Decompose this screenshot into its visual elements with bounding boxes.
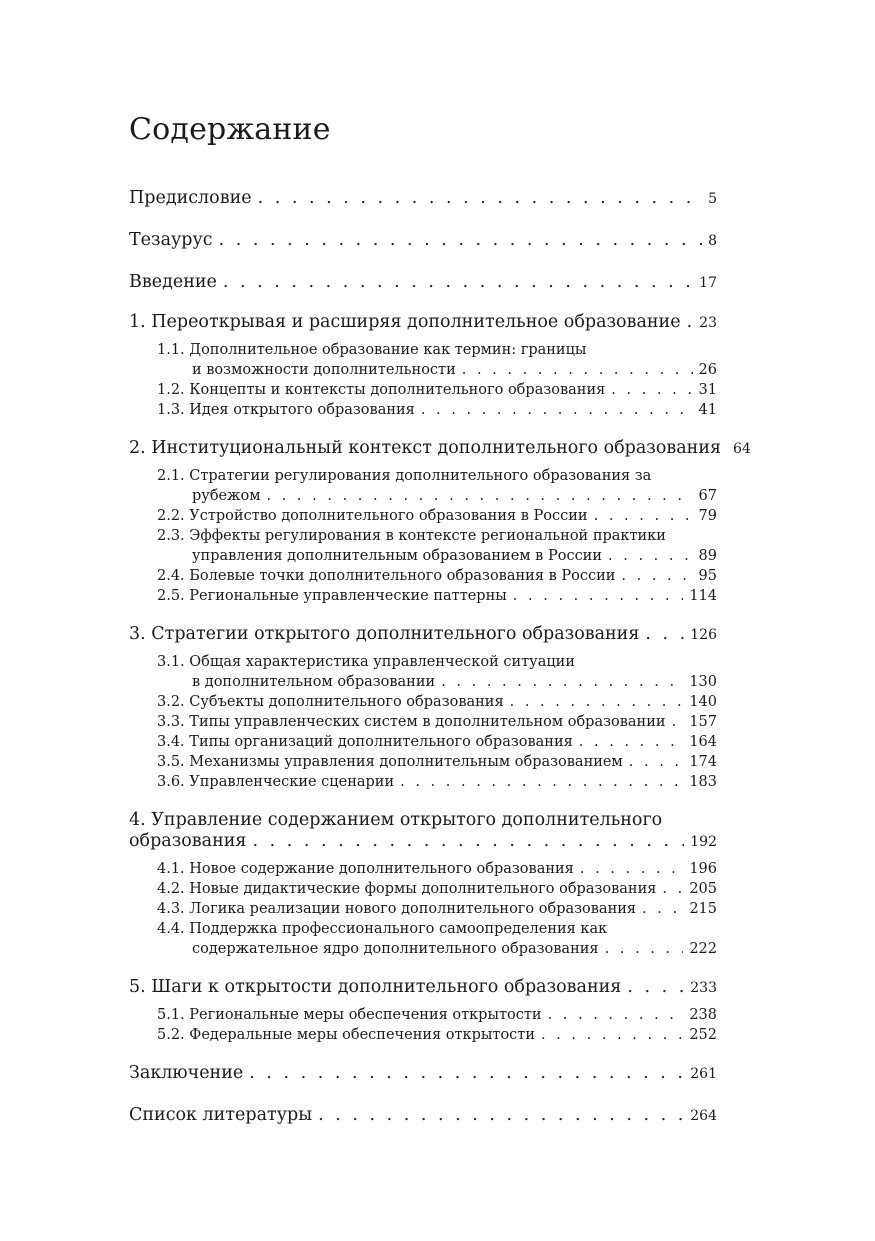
toc-leader-dots xyxy=(662,879,683,899)
toc-entry-title: 4.2. Новые дидактические формы дополнительного образования xyxy=(157,881,657,897)
toc-page-number: 205 xyxy=(689,881,717,897)
toc-page-number: 157 xyxy=(689,714,717,730)
toc-page-number: 174 xyxy=(689,754,717,770)
toc-subentry[interactable] xyxy=(157,400,717,420)
toc-leader-dots xyxy=(621,566,692,586)
toc-entry-title: содержательное ядро дополнительного образования xyxy=(192,941,599,957)
toc-subentry[interactable] xyxy=(157,506,717,526)
toc-page-number: 264 xyxy=(690,1108,717,1124)
toc-subentry[interactable] xyxy=(157,692,717,712)
toc-page-number: 126 xyxy=(690,627,717,643)
toc-entry-title: управления дополнительным образованием в России xyxy=(192,548,603,564)
toc-section xyxy=(129,312,717,334)
toc-leader-dots xyxy=(266,486,692,506)
toc-section xyxy=(129,1105,717,1127)
toc-entry[interactable] xyxy=(129,438,751,460)
toc-leader-dots xyxy=(252,831,684,852)
toc-section xyxy=(129,977,717,999)
toc-subentry[interactable] xyxy=(157,772,717,792)
toc-entry[interactable] xyxy=(129,312,717,334)
toc-page-number: 31 xyxy=(698,382,717,398)
toc-entry[interactable] xyxy=(129,188,717,210)
toc-leader-dots xyxy=(441,672,683,692)
toc-page-number: 8 xyxy=(708,233,717,249)
toc-page-number: 215 xyxy=(689,901,717,917)
toc-entry-title: 2.4. Болевые точки дополнительного образования в России xyxy=(157,568,616,584)
toc-leader-dots xyxy=(642,899,683,919)
toc-subentry[interactable] xyxy=(157,879,717,899)
toc-subentry-title-line: 2.1. Стратегии регулирования дополнительного образования за xyxy=(157,468,652,484)
toc-page-number: 192 xyxy=(690,834,717,850)
toc-section xyxy=(129,272,717,294)
toc-section xyxy=(129,188,717,210)
toc-entry-title: Предисловие xyxy=(129,188,252,208)
toc-entry-title: 3.2. Субъекты дополнительного образования xyxy=(157,694,504,710)
toc-leader-dots xyxy=(219,230,702,251)
toc-subentry[interactable] xyxy=(157,1005,717,1025)
toc-page-number: 252 xyxy=(689,1027,717,1043)
toc-page-number: 17 xyxy=(699,275,717,291)
toc-page-number: 164 xyxy=(689,734,717,750)
toc-subentry-title-line: 3.1. Общая характеристика управленческой ситуации xyxy=(157,654,575,670)
toc-page-number: 5 xyxy=(708,191,717,207)
toc-leader-dots xyxy=(580,859,683,879)
toc-entry-title-line: 4. Управление содержанием открытого дополнительного xyxy=(129,810,663,830)
toc-leader-dots xyxy=(645,624,684,645)
toc-page-number: 67 xyxy=(698,488,717,504)
toc-subentry[interactable] xyxy=(157,899,717,919)
toc-entry-title: в дополнительном образовании xyxy=(192,674,436,690)
toc-leader-dots xyxy=(627,977,684,998)
toc-subsections xyxy=(129,340,717,420)
toc-page-number: 140 xyxy=(689,694,717,710)
toc-subentry-title-line: 4.4. Поддержка профессионального самоопределения как xyxy=(157,921,608,937)
toc-entry[interactable] xyxy=(129,1063,717,1085)
toc-entry-title: 3.6. Управленческие сценарии xyxy=(157,774,395,790)
toc-entry-title: 5.2. Федеральные меры обеспечения открытости xyxy=(157,1027,535,1043)
toc-entry-title: 3. Стратегии открытого дополнительного образования xyxy=(129,624,640,644)
toc-leader-dots xyxy=(687,312,694,333)
toc-entry-title: 1.3. Идея открытого образования xyxy=(157,402,415,418)
toc-subentry[interactable] xyxy=(157,380,717,400)
toc-entry-title: 1. Переоткрывая и расширяя дополнительное образование xyxy=(129,312,681,332)
toc-entry[interactable] xyxy=(129,1105,717,1127)
toc-entry-title: 3.5. Механизмы управления дополнительным образованием xyxy=(157,754,623,770)
toc-leader-dots xyxy=(421,400,693,420)
toc-page-number: 238 xyxy=(689,1007,717,1023)
toc-subentry[interactable] xyxy=(157,939,717,959)
toc-leader-dots xyxy=(541,1025,683,1045)
toc-subentry[interactable] xyxy=(157,586,717,606)
toc-leader-dots xyxy=(223,272,693,293)
toc-subentry-title-line: 1.1. Дополнительное образование как термин: границы xyxy=(157,342,587,358)
toc-leader-dots xyxy=(611,380,692,400)
toc-entry-title: 1.2. Концепты и контексты дополнительного образования xyxy=(157,382,606,398)
toc-entry-title: рубежом xyxy=(192,488,261,504)
toc-page-number: 23 xyxy=(699,315,717,331)
toc-entry-title: 5. Шаги к открытости дополнительного образования xyxy=(129,977,622,997)
toc-entry[interactable] xyxy=(129,624,717,646)
toc-subentry[interactable] xyxy=(157,732,717,752)
toc-leader-dots xyxy=(548,1005,684,1025)
toc-entry-title: 2. Институциональный контекст дополнительного образования xyxy=(129,438,722,458)
table-of-contents xyxy=(129,188,751,1127)
toc-entry-title: 2.2. Устройство дополнительного образования в России xyxy=(157,508,588,524)
toc-page-number: 89 xyxy=(698,548,717,564)
toc-leader-dots xyxy=(579,732,684,752)
toc-leader-dots xyxy=(249,1063,684,1084)
toc-section xyxy=(129,810,717,853)
toc-section xyxy=(129,230,717,252)
toc-subentry[interactable] xyxy=(157,1025,717,1045)
toc-subentry[interactable] xyxy=(157,360,717,380)
toc-section xyxy=(129,1063,717,1085)
toc-page-number: 261 xyxy=(690,1066,717,1082)
toc-subentry[interactable] xyxy=(157,859,717,879)
toc-subsections xyxy=(129,652,717,792)
toc-entry-title: Введение xyxy=(129,272,217,292)
toc-section xyxy=(129,438,751,460)
toc-page-number: 41 xyxy=(698,402,717,418)
toc-page-number: 130 xyxy=(689,674,717,690)
toc-page-number: 196 xyxy=(689,861,717,877)
toc-entry-title: образования xyxy=(129,831,247,851)
toc-entry-title: 2.5. Региональные управленческие паттерны xyxy=(157,588,507,604)
toc-page-number: 183 xyxy=(689,774,717,790)
toc-subentry[interactable] xyxy=(157,546,717,566)
toc-entry-title: 3.4. Типы организаций дополнительного образования xyxy=(157,734,573,750)
toc-subentry[interactable] xyxy=(157,752,717,772)
toc-subentry-title-line: 2.3. Эффекты регулирования в контексте региональной практики xyxy=(157,528,666,544)
toc-entry-title: Заключение xyxy=(129,1063,244,1083)
toc-leader-dots xyxy=(594,506,693,526)
toc-page-number: 95 xyxy=(698,568,717,584)
toc-subentry[interactable] xyxy=(157,566,717,586)
toc-leader-dots xyxy=(513,586,684,606)
toc-section xyxy=(129,624,717,646)
toc-leader-dots xyxy=(510,692,684,712)
toc-subsections xyxy=(129,1005,717,1045)
toc-subentry[interactable] xyxy=(157,486,717,506)
toc-leader-dots xyxy=(605,939,684,959)
toc-page-number: 233 xyxy=(690,980,717,996)
toc-subentry[interactable] xyxy=(157,672,717,692)
toc-leader-dots xyxy=(608,546,693,566)
toc-leader-dots xyxy=(400,772,683,792)
toc-subsections xyxy=(129,859,717,959)
toc-page-number: 79 xyxy=(698,508,717,524)
toc-entry-title: 4.1. Новое содержание дополнительного образования xyxy=(157,861,574,877)
toc-entry[interactable] xyxy=(129,272,717,294)
toc-entry[interactable] xyxy=(129,230,717,252)
toc-page-number: 222 xyxy=(689,941,717,957)
toc-page-number: 26 xyxy=(698,362,717,378)
toc-leader-dots xyxy=(258,188,702,209)
toc-entry-title: 3.3. Типы управленческих систем в дополнительном образовании xyxy=(157,714,666,730)
toc-entry-title: 4.3. Логика реализации нового дополнительного образования xyxy=(157,901,637,917)
toc-entry-title: 5.1. Региональные меры обеспечения открытости xyxy=(157,1007,542,1023)
toc-leader-dots xyxy=(672,712,684,732)
page-title: Содержание xyxy=(129,112,331,147)
toc-leader-dots xyxy=(629,752,684,772)
toc-page-number: 114 xyxy=(689,588,717,604)
toc-leader-dots xyxy=(318,1105,684,1126)
toc-subentry[interactable] xyxy=(157,712,717,732)
toc-entry-title: и возможности дополнительности xyxy=(192,362,456,378)
toc-entry[interactable] xyxy=(129,977,717,999)
toc-subsections xyxy=(129,466,717,606)
toc-leader-dots xyxy=(462,360,693,380)
toc-entry-title: Список литературы xyxy=(129,1105,313,1125)
toc-entry-title: Тезаурус xyxy=(129,230,213,250)
toc-entry[interactable] xyxy=(129,831,717,853)
toc-page-number: 64 xyxy=(733,441,751,457)
